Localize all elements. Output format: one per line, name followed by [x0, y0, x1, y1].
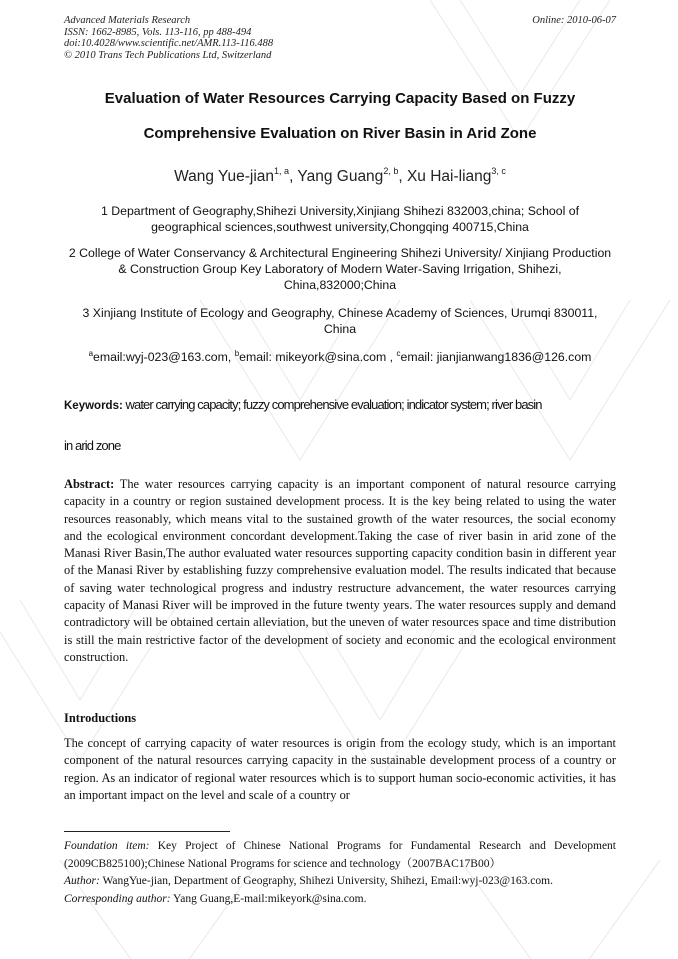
keywords-text: water carrying capacity; fuzzy comprehensive evaluation; indicator system; river basin: [122, 397, 542, 412]
email-mark: a: [88, 349, 94, 358]
author-separator: ,: [289, 168, 298, 185]
email-mark: c: [396, 349, 401, 358]
email-a: email:wyj-023@163.com,: [93, 350, 235, 364]
online-date: Online: 2010-06-07: [532, 15, 616, 26]
email-b: email: mikeyork@sina.com ,: [239, 350, 397, 364]
author-name: Xu Hai-liang: [406, 168, 492, 185]
footnote-rule: [64, 831, 230, 832]
author-affil-mark: 1, a: [274, 166, 290, 176]
affiliation-line: 2 College of Water Conservancy & Architectural Engineering Shihezi University/ Xinjiang Production: [68, 246, 612, 260]
author-emails: [64, 349, 616, 364]
affiliation-line: 3 Xinjiang Institute of Ecology and Geography, Chinese Academy of Sciences, Urumqi 830011,: [82, 306, 598, 320]
footnote-author: [64, 873, 616, 891]
author-list: [64, 166, 616, 186]
affiliation-line: China,832000;China: [283, 278, 397, 292]
paper-title-line-2: Comprehensive Evaluation on River Basin in Arid Zone: [143, 125, 537, 142]
issn-line: ISSN: 1662-8985, Vols. 113-116, pp 488-494: [64, 26, 252, 38]
affiliation-2: [64, 245, 616, 293]
paper-title-line-1: Evaluation of Water Resources Carrying Capacity Based on Fuzzy: [104, 90, 576, 107]
footnote-text: WangYue-jian, Department of Geography, Shihezi University, Shihezi, Email:wyj-023@163.com.: [99, 875, 553, 887]
affiliation-line: 1 Department of Geography,Shihezi University,Xinjiang Shihezi 832003,china; School of: [100, 204, 580, 218]
keywords-block: [64, 385, 616, 466]
abstract-text: The water resources carrying capacity is an important component of natural resource carrying capacity in a country or region sustained development process. It is the key being related to using the water resources reasonably, which means vital to the sustained growth of the water resources, the social economy and the ecological environment concordant development.Taking the case of river basin in arid zone of the Manasi River Basin,The author evaluated water resources supporting capacity condition basin in different year of the Manasi River by establishing fuzzy comprehensive evaluation model. The results indicated that because of saving water technological progress and industry restructure advancement, the water resources carrying capacity of Manasi River will be improved in the future twenty years. The water resources supply and demand contradictory will be obtained certain alleviation, but the uneven of water resources space and time distribution is still the main restrictive factor of the development of society and economic and the ecological environment construction.: [64, 477, 616, 664]
footnote-text: Key Project of Chinese National Programs for Fundamental Research and Development (2009CB825100);Chinese National Programs for science and technology（2007BAC17B00）: [64, 840, 616, 870]
copyright-line: © 2010 Trans Tech Publications Ltd, Switzerland: [64, 49, 272, 61]
abstract: [64, 476, 616, 666]
footnotes: [64, 838, 616, 908]
footnote-label: Foundation item:: [64, 840, 150, 852]
section-heading: Introductions: [64, 711, 137, 725]
author-name: Wang Yue-jian: [174, 168, 275, 185]
author-affil-mark: 2, b: [383, 166, 399, 176]
author-separator: ,: [398, 168, 407, 185]
introduction-paragraph: The concept of carrying capacity of water resources is origin from the ecology study, which is an important component of the natural resources carrying capacity in the sustainable development process of a country or region. As an indicator of regional water resources which is to support human socio-economic activities, it has an important impact on the level and scale of a country or: [64, 736, 616, 802]
journal-name: Advanced Materials Research: [64, 15, 191, 26]
affiliation-1: [64, 203, 616, 235]
footnote-foundation: [64, 838, 616, 873]
footnote-label: Corresponding author:: [64, 892, 171, 905]
doi-line: doi:10.4028/www.scientific.net/AMR.113-116.488: [64, 38, 274, 49]
email-mark: b: [234, 349, 240, 358]
keywords-label: Keywords:: [64, 400, 123, 412]
email-c: email: jianjianwang1836@126.com: [400, 350, 592, 364]
abstract-label: Abstract:: [64, 477, 115, 491]
footnote-corresponding: [64, 891, 616, 909]
affiliation-3: [64, 305, 616, 337]
author-affil-mark: 3, c: [491, 166, 506, 176]
keywords-text: in arid zone: [64, 438, 121, 453]
affiliation-line: & Construction Group Key Laboratory of Modern Water-Saving Irrigation, Shihezi,: [118, 262, 562, 276]
running-header: [64, 15, 616, 61]
footnote-text: Yang Guang,E-mail:mikeyork@sina.com.: [170, 892, 367, 905]
footnote-label: Author:: [64, 875, 100, 887]
affiliation-line: China: [323, 322, 357, 336]
author-name: Yang Guang: [297, 168, 384, 185]
affiliation-line: geographical sciences,southwest university,Chongqing 400715,China: [151, 220, 529, 234]
